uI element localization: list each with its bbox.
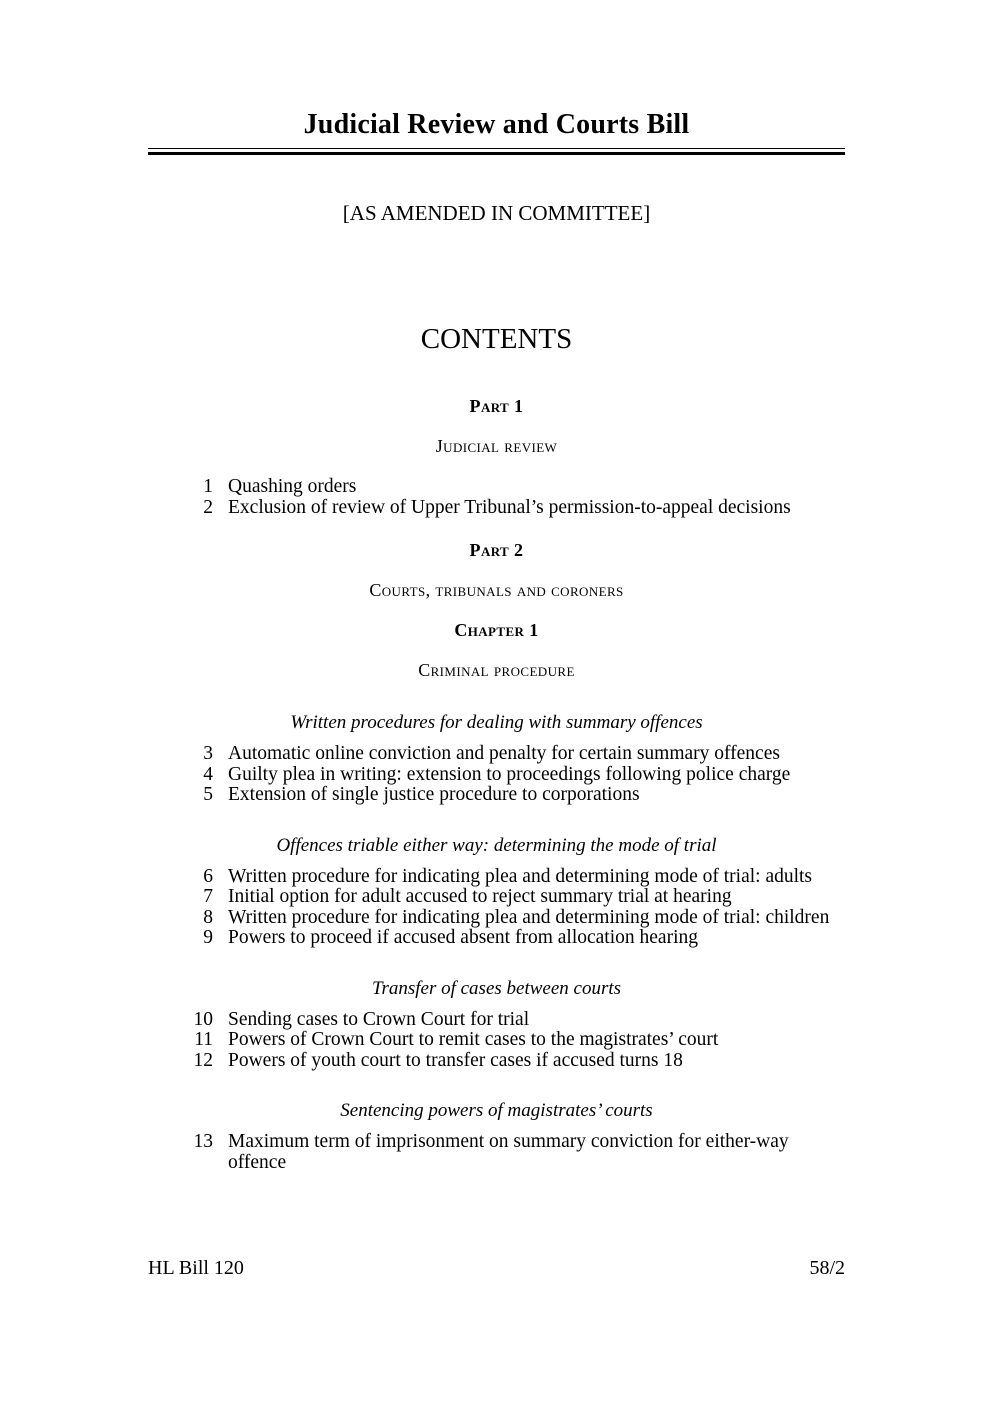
page-footer [148,1256,845,1280]
page-title: Judicial Review and Courts Bill [303,109,690,140]
entry-number: 8 [203,906,213,928]
entry-number: 6 [203,865,213,887]
entry-number: 1 [203,476,213,497]
entry-list-offences-triable-either-way [148,867,845,949]
crosshead-offences-triable-either-way: Offences triable either way: determining the mode of trial [276,834,717,856]
contents-body [148,395,845,1173]
entry-title: Extension of single justice procedure to corporations [228,784,640,805]
entry-number: 10 [193,1008,213,1030]
list-item[interactable] [148,1051,845,1072]
list-item[interactable] [148,744,845,765]
part-2-heading: Part 2 [469,540,524,560]
entry-title: Written procedure for indicating plea and determining mode of trial: children [228,906,830,928]
entry-list-transfer-of-cases [148,1010,845,1072]
spacer [148,417,845,435]
entry-title: Automatic online conviction and penalty for certain summary offences [228,743,780,764]
entry-title: Sending cases to Crown Court for trial [228,1008,530,1030]
spacer [148,457,845,477]
spacer [148,857,845,867]
list-item[interactable] [148,928,845,949]
amendment-note: [AS AMENDED IN COMMITTEE] [342,201,651,225]
crosshead-transfer-of-cases: Transfer of cases between courts [371,977,622,999]
entry-title: Guilty plea in writing: extension to proceedings following police charge [228,763,791,785]
entry-number: 4 [203,763,213,785]
spacer [148,1000,845,1010]
contents-heading: CONTENTS [420,323,573,355]
spacer [148,949,845,977]
entry-number: 13 [193,1131,213,1152]
spacer [148,561,845,579]
list-item[interactable] [148,477,845,498]
entry-number: 2 [203,496,213,518]
list-item[interactable] [148,785,845,806]
entry-number: 11 [194,1029,213,1050]
entry-number: 12 [193,1049,213,1071]
crosshead-written-procedures: Written procedures for dealing with summary offences [290,712,703,733]
list-item[interactable] [148,1132,845,1173]
chapter-1-subheading: Criminal procedure [418,660,575,680]
entry-title: Powers of Crown Court to remit cases to the magistrates’ court [228,1029,719,1050]
entry-title: Maximum term of imprisonment on summary conviction for either-way offence [228,1131,789,1173]
title-rule [148,148,845,155]
spacer [148,806,845,834]
spacer [148,641,845,659]
crosshead-sentencing-powers: Sentencing powers of magistrates’ courts [340,1100,653,1121]
part-1-subheading: Judicial review [435,436,558,456]
list-item[interactable] [148,887,845,908]
entry-title: Quashing orders [228,476,357,497]
spacer [148,518,845,539]
entry-title: Powers of youth court to transfer cases if accused turns 18 [228,1049,683,1071]
page-reference: 58/2 [809,1257,845,1279]
list-item[interactable] [148,1030,845,1051]
entry-list-written-procedures [148,744,845,806]
entry-number: 9 [203,927,213,948]
title-rule-thick [148,152,845,155]
part-1-entry-list [148,477,845,518]
spacer [148,681,845,711]
entry-title: Initial option for adult accused to reject summary trial at hearing [228,886,732,907]
list-item[interactable] [148,908,845,929]
list-item[interactable] [148,765,845,786]
entry-title: Written procedure for indicating plea and determining mode of trial: adults [228,865,813,887]
entry-list-sentencing-powers [148,1132,845,1173]
list-item[interactable] [148,867,845,888]
entry-number: 3 [203,743,213,764]
chapter-1-heading: Chapter 1 [454,620,539,640]
entry-title: Exclusion of review of Upper Tribunal’s permission-to-appeal decisions [228,496,791,518]
entry-title: Powers to proceed if accused absent from allocation hearing [228,927,698,948]
entry-number: 7 [203,886,213,907]
spacer [148,1071,845,1099]
part-1-heading: Part 1 [469,396,524,416]
list-item[interactable] [148,498,845,519]
bill-reference: HL Bill 120 [148,1257,244,1279]
list-item[interactable] [148,1010,845,1031]
entry-number: 5 [203,784,213,805]
spacer [148,601,845,619]
part-2-subheading: Courts, tribunals and coroners [369,580,624,600]
